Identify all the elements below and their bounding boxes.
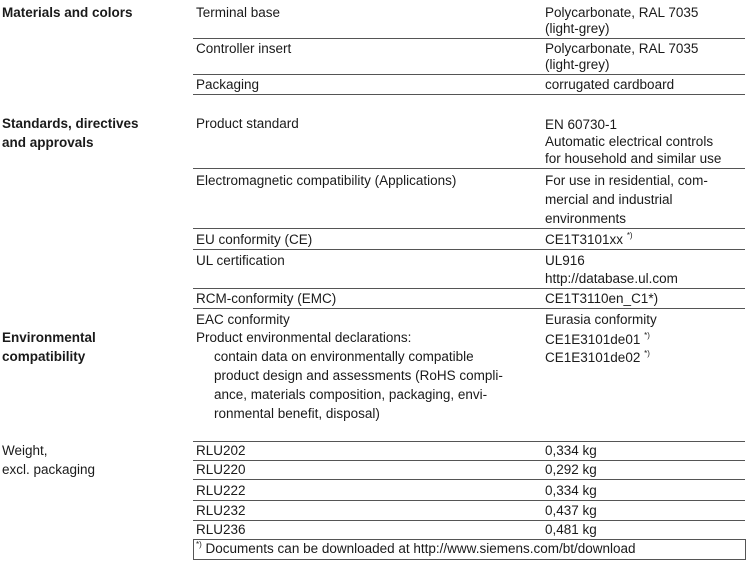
- row-divider: [193, 500, 745, 501]
- row-divider: [193, 74, 745, 75]
- product-standard-value-3: for household and similar use: [545, 151, 722, 166]
- row-divider: [193, 460, 745, 461]
- eu-conformity-value: CE1T3101xx *): [545, 230, 633, 247]
- row-divider: [193, 249, 745, 250]
- env-desc-line4: ronmental benefit, disposal): [214, 406, 380, 421]
- eac-conformity-value: Eurasia conformity: [545, 312, 657, 327]
- emc-label: Electromagnetic compatibility (Applications): [196, 173, 457, 188]
- row-divider: [193, 94, 745, 95]
- weight-model: RLU236: [196, 522, 246, 537]
- weight-model: RLU232: [196, 503, 246, 518]
- row-divider: [193, 520, 745, 521]
- footnote-mark: *): [196, 539, 202, 549]
- env-desc-line1: contain data on environmentally compatible: [214, 349, 474, 364]
- product-standard-value-2: Automatic electrical controls: [545, 134, 714, 149]
- weight-value: 0,481 kg: [545, 522, 597, 537]
- weight-value: 0,292 kg: [545, 462, 597, 477]
- weight-header-line1: Weight,: [2, 443, 48, 458]
- rcm-conformity-label: RCM-conformity (EMC): [196, 291, 337, 306]
- emc-value-2: mercial and industrial: [545, 192, 673, 207]
- row-divider: [193, 168, 745, 169]
- emc-value-1: For use in residential, com-: [545, 173, 708, 188]
- env-desc-line2: product design and assessments (RoHS compli-: [214, 368, 503, 383]
- env-desc-line3: ance, materials composition, packaging, envi-: [214, 387, 488, 402]
- env-declaration-value-1: CE1E3101de01 *): [545, 330, 650, 347]
- footnote-border-bottom: [193, 559, 746, 560]
- footnote-mark: *): [626, 230, 633, 240]
- controller-insert-value-2: (light-grey): [545, 57, 610, 72]
- footnote: [196, 541, 636, 557]
- emc-value-3: environments: [545, 211, 627, 226]
- weight-value: 0,437 kg: [545, 503, 597, 518]
- environmental-header-line1: Environmental: [2, 330, 96, 345]
- controller-insert-value-1: Polycarbonate, RAL 7035: [545, 41, 699, 56]
- standards-header-line2: and approvals: [2, 135, 94, 150]
- weight-model: RLU202: [196, 443, 246, 458]
- weight-model: RLU220: [196, 462, 246, 477]
- footnote-mark: *): [644, 348, 650, 358]
- packaging-value: corrugated cardboard: [545, 77, 675, 92]
- controller-insert-label: Controller insert: [196, 41, 292, 56]
- product-standard-label: Product standard: [196, 116, 299, 131]
- env-declaration-value-2: CE1E3101de02 *): [545, 348, 650, 365]
- row-divider: [193, 441, 745, 442]
- terminal-base-label: Terminal base: [196, 5, 281, 20]
- weight-model: RLU222: [196, 483, 246, 498]
- materials-header: Materials and colors: [2, 5, 133, 20]
- row-divider: [193, 479, 745, 480]
- row-divider: [193, 228, 745, 229]
- packaging-label: Packaging: [196, 77, 260, 92]
- rcm-conformity-value: CE1T3110en_C1*): [545, 291, 659, 306]
- ul-certification-value-1: UL916: [545, 253, 585, 268]
- eu-conformity-label: EU conformity (CE): [196, 232, 313, 247]
- weight-value: 0,334 kg: [545, 483, 597, 498]
- row-divider: [193, 308, 745, 309]
- ul-database-link[interactable]: http://database.ul.com: [545, 271, 678, 286]
- environmental-header-line2: compatibility: [2, 349, 86, 364]
- row-divider: [193, 38, 745, 39]
- weight-header-line2: excl. packaging: [2, 462, 96, 477]
- footnote-border-left: [193, 539, 194, 560]
- row-divider: [193, 288, 745, 289]
- terminal-base-value-1: Polycarbonate, RAL 7035: [545, 5, 699, 20]
- env-declarations-label: Product environmental declarations:: [196, 330, 412, 345]
- weight-value: 0,334 kg: [545, 443, 597, 458]
- footnote-border-right: [745, 539, 746, 560]
- ul-certification-label: UL certification: [196, 253, 285, 268]
- footnote-mark: *): [644, 330, 650, 340]
- row-divider: [193, 539, 745, 540]
- eac-conformity-label: EAC conformity: [196, 312, 290, 327]
- terminal-base-value-2: (light-grey): [545, 21, 610, 36]
- standards-header-line1: Standards, directives: [2, 116, 139, 131]
- product-standard-value-1: EN 60730-1: [545, 117, 618, 132]
- footnote-text: Documents can be downloaded at http://www.siemens.com/bt/download: [201, 541, 636, 556]
